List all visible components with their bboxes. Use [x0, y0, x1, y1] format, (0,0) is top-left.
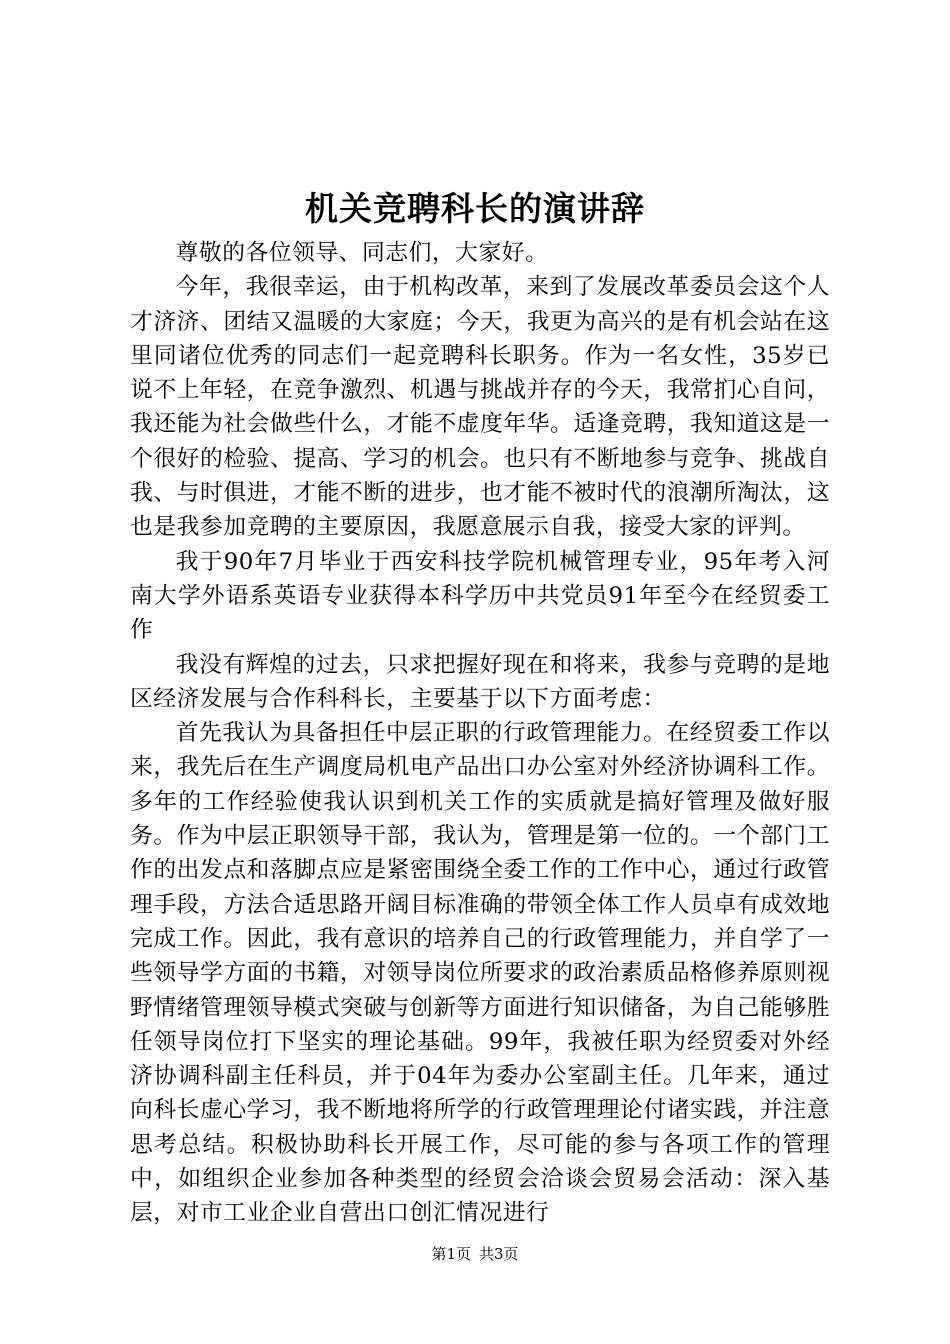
paragraph-introduction: 今年，我很幸运，由于机构改革，来到了发展改革委员会这个人才济济、团结又温暖的大家庭；今天，我更为高兴的是有机会站在这里同诸位优秀的同志们一起竞聘科长职务。作为一名女性，35岁已说不上年轻，在竞争激烈、机遇与挑战并存的今天，我常扪心自问，我还能为社会做些什么，才能不虚度年华。适逢竞聘，我知道这是一个很好的检验、提高、学习的机会。也只有不断地参与竞争、挑战自我、与时俱进，才能不断的进步，也才能不被时代的浪潮所淘汰，这也是我参加竞聘的主要原因，我愿意展示自我，接受大家的评判。	[130, 274, 830, 541]
paragraph-background: 我于90年7月毕业于西安科技学院机械管理专业，95年考入河南大学外语系英语专业获得本科学历中共党员91年至今在经贸委工作	[130, 548, 830, 644]
paragraph-greeting: 尊敬的各位领导、同志们，大家好。	[175, 240, 549, 266]
page-number: 第1页	[431, 1245, 471, 1263]
paragraph-position: 我没有辉煌的过去，只求把握好现在和将来，我参与竞聘的是地区经济发展与合作科科长，主要基于以下方面考虑：	[130, 651, 830, 712]
page-total: 共3页	[479, 1245, 519, 1263]
page-footer	[0, 1244, 950, 1264]
document-title: 机关竞聘科长的演讲辞	[305, 189, 645, 228]
paragraph-qualifications: 首先我认为具备担任中层正职的行政管理能力。在经贸委工作以来，我先后在生产调度局机电产品出口办公室对外经济协调科工作。多年的工作经验使我认识到机关工作的实质就是搞好管理及做好服务。作为中层正职领导干部，我认为，管理是第一位的。一个部门工作的出发点和落脚点应是紧密围绕全委工作的工作中心，通过行政管理手段，方法合适思路开阔目标准确的带领全体工作人员卓有成效地完成工作。因此，我有意识的培养自己的行政管理能力，并自学了一些领导学方面的书籍，对领导岗位所要求的政治素质品格修养原则视野情绪管理领导模式突破与创新等方面进行知识储备，为自己能够胜任领导岗位打下坚实的理论基础。99年，我被任职为经贸委对外经济协调科副主任科员，并于04年为委办公室副主任。几年来，通过向科长虚心学习，我不断地将所学的行政管理理论付诸实践，并注意思考总结。积极协助科长开展工作，尽可能的参与各项工作的管理中，如组织企业参加各种类型的经贸会洽谈会贸易会活动：深入基层，对市工业企业自营出口创汇情况进行	[130, 720, 830, 1227]
document-body	[130, 236, 830, 1231]
